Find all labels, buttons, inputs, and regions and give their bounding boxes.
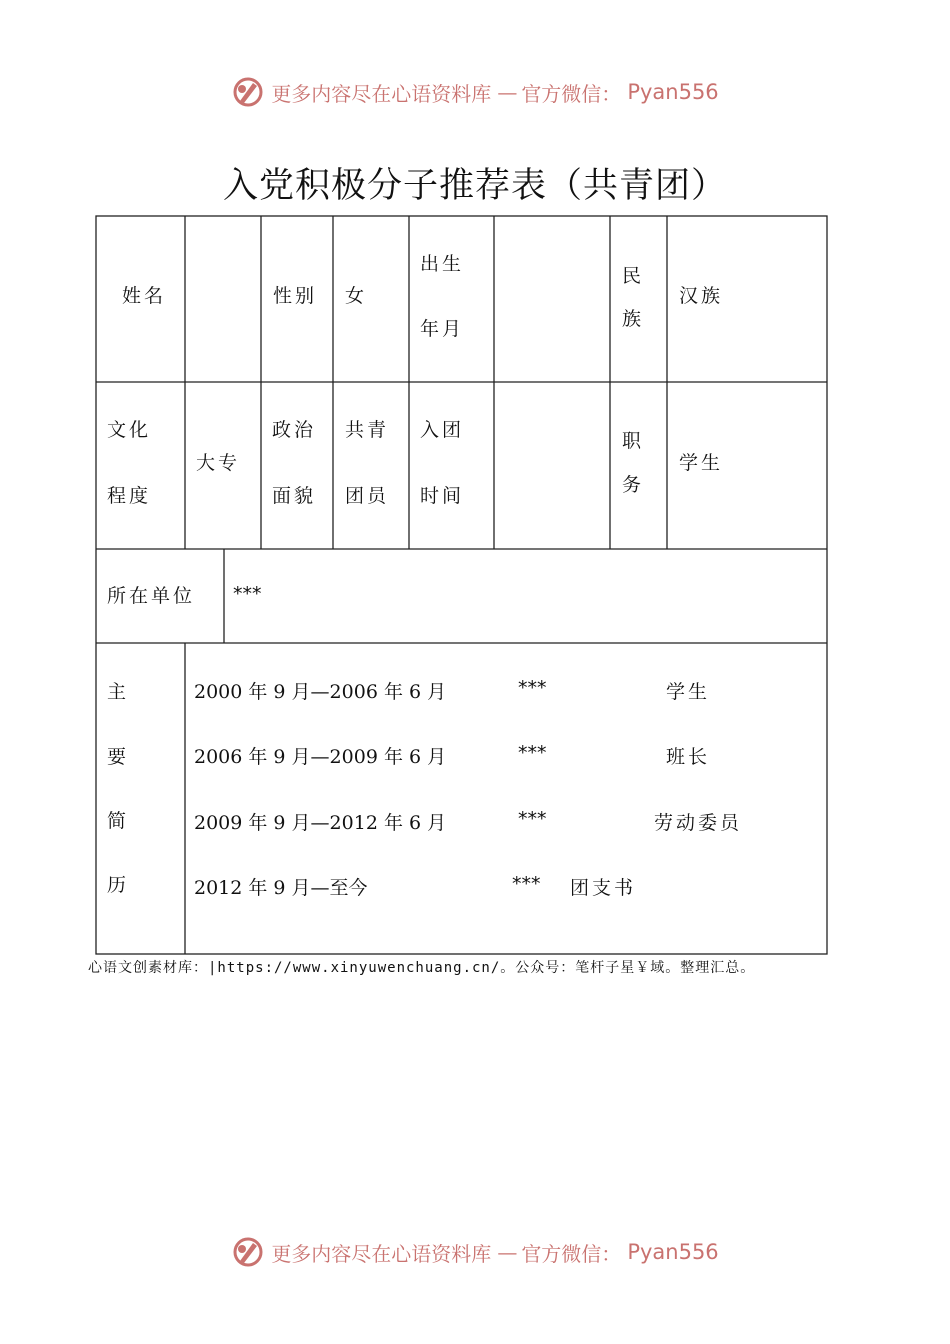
name-label: 姓名 [122,285,167,307]
gender-label: 性别 [273,285,318,307]
page-title: 入党积极分子推荐表（共青团） [222,166,727,206]
banner-wechat-id: Pyan556 [627,80,719,104]
resume-period: 2012 年 9 月—至今 [194,877,368,899]
banner-dash: — [497,1240,516,1264]
banner-text: 更多内容尽在心语资料库 [271,81,492,106]
source-footnote: 心语文创素材库：|https://www.xinyuwenchuang.cn/。公众号：笔杆子星￥域。整理汇总。 [88,960,756,976]
quill-logo-icon [231,1235,265,1269]
join-date-label-line2: 时间 [420,485,465,507]
political-value-line2: 团员 [345,485,390,507]
political-label-line1: 政治 [272,419,317,441]
resume-org: *** [518,742,547,764]
political-value-line1: 共青 [345,419,390,441]
banner-text: 更多内容尽在心语资料库 [271,1241,492,1266]
resume-org: *** [518,808,547,830]
ethnic-value: 汉族 [679,285,724,307]
banner-wechat-label: 官方微信： [521,1241,622,1266]
resume-label-char: 历 [107,874,130,896]
education-label-line2: 程度 [107,485,152,507]
resume-role: 班长 [666,746,711,768]
gender-value: 女 [345,285,368,307]
resume-label-char: 主 [107,681,130,703]
banner-wechat-id: Pyan556 [627,1240,719,1264]
resume-role: 学生 [666,681,711,703]
quill-logo-icon [231,75,265,109]
resume-org: *** [518,677,547,699]
banner-dash: — [497,80,516,104]
position-label-line1: 职 [622,430,645,452]
education-label-line1: 文化 [107,419,152,441]
resume-period: 2006 年 9 月—2009 年 6 月 [194,746,447,768]
resume-period: 2000 年 9 月—2006 年 6 月 [194,681,447,703]
birth-label-line2: 年月 [420,318,465,340]
ethnic-label-line2: 族 [622,308,645,330]
position-label-line2: 务 [622,474,645,496]
resume-period: 2009 年 9 月—2012 年 6 月 [194,812,447,834]
watermark-banner-bottom [0,1232,950,1272]
banner-wechat-label: 官方微信： [521,81,622,106]
resume-role: 劳动委员 [654,812,743,834]
resume-label-char: 简 [107,810,130,832]
resume-label-char: 要 [107,746,130,768]
watermark-banner-top [0,72,950,112]
join-date-label-line1: 入团 [420,419,465,441]
birth-label-line1: 出生 [420,253,465,275]
resume-role: 团支书 [570,877,637,899]
position-value: 学生 [679,452,724,474]
unit-value: *** [233,583,262,605]
unit-label: 所在单位 [107,585,196,607]
resume-org: *** [512,873,541,895]
education-value: 大专 [196,452,241,474]
ethnic-label-line1: 民 [622,265,645,287]
political-label-line2: 面貌 [272,485,317,507]
